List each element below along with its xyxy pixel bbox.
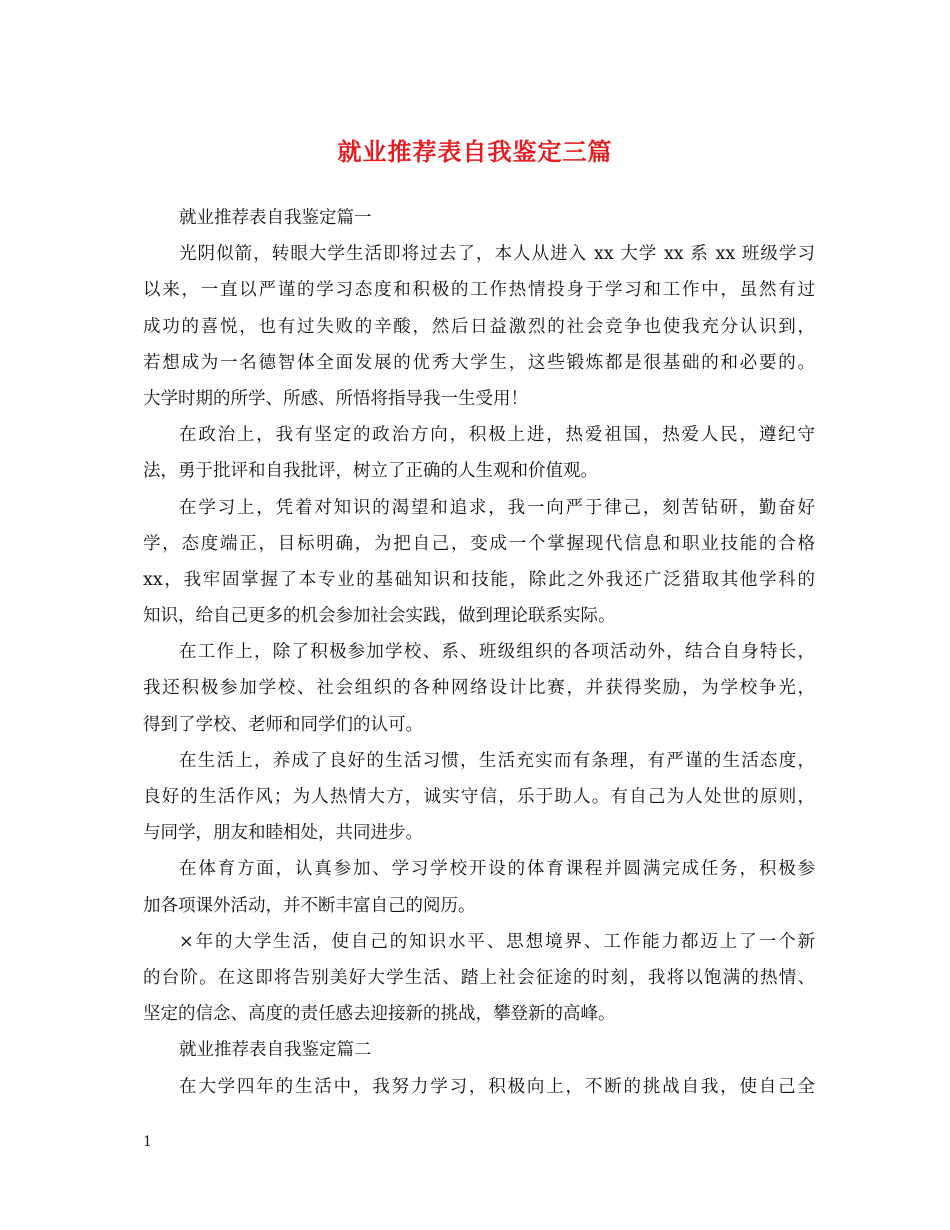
paragraph-line: 成功的喜悦，也有过失败的辛酸，然后日益激烈的社会竞争也使我充分认识到， (143, 316, 815, 337)
document-title: 就业推荐表自我鉴定三篇 (337, 137, 613, 166)
paragraph-line: 坚定的信念、高度的责任感去迎接新的挑战，攀登新的高峰。 (143, 1004, 616, 1025)
paragraph-line: 良好的生活作风；为人热情大方，诚实守信，乐于助人。有自己为人处世的原则， (143, 787, 815, 807)
paragraph-line: 在生活上，养成了良好的生活习惯，生活充实而有条理，有严谨的生活态度， (179, 750, 815, 771)
paragraph-line: 法，勇于批评和自我批评，树立了正确的人生观和价值观。 (143, 461, 598, 482)
paragraph-line: 大学时期的所学、所感、所悟将指导我一生受用！ (143, 388, 528, 409)
paragraph-line: 在体育方面，认真参加、学习学校开设的体育课程并圆满完成任务，积极参 (179, 859, 815, 880)
paragraph-line: 学，态度端正，目标明确，为把自己，变成一个掌握现代信息和职业技能的合格 (143, 533, 815, 554)
paragraph-line: 知识，给自己更多的机会参加社会实践，做到理论联系实际。 (143, 606, 616, 627)
document-body (143, 200, 815, 1105)
paragraph-line: 的台阶。在这即将告别美好大学生活、踏上社会征途的时刻，我将以饱满的热情、 (143, 967, 815, 988)
paragraph-line: 加各项课外活动，并不断丰富自己的阅历。 (143, 895, 476, 916)
paragraph-line: 我还积极参加学校、社会组织的各种网络设计比赛，并获得奖励，为学校争光， (143, 678, 815, 699)
section-heading-1: 就业推荐表自我鉴定篇一 (179, 208, 372, 228)
paragraph-line: 与同学，朋友和睦相处，共同进步。 (143, 823, 423, 844)
section-heading-2: 就业推荐表自我鉴定篇二 (179, 1040, 372, 1061)
paragraph-line: 得到了学校、老师和同学们的认可。 (143, 714, 423, 735)
paragraph-line: 在学习上，凭着对知识的渴望和追求，我一向严于律己，刻苦钻研，勤奋好 (179, 497, 815, 518)
paragraph-line: 在大学四年的生活中，我努力学习，积极向上，不断的挑战自我，使自己全 (179, 1076, 815, 1097)
paragraph-line: 光阴似箭，转眼大学生活即将过去了，本人从进入 xx 大学 xx 系 xx 班级学习 (179, 244, 815, 265)
page-number: 1 (143, 1134, 152, 1150)
paragraph-line: 以来，一直以严谨的学习态度和积极的工作热情投身于学习和工作中，虽然有过 (143, 280, 815, 301)
paragraph-line: 在政治上，我有坚定的政治方向，积极上进，热爱祖国，热爱人民，遵纪守 (179, 425, 815, 446)
paragraph-line: xx，我牢固掌握了本专业的基础知识和技能，除此之外我还广泛猎取其他学科的 (143, 569, 815, 590)
paragraph-line: 在工作上，除了积极参加学校、系、班级组织的各项活动外，结合自身特长， (179, 642, 815, 663)
paragraph-line: 若想成为一名德智体全面发展的优秀大学生，这些锻炼都是很基础的和必要的。 (143, 352, 815, 373)
paragraph-line: ×年的大学生活，使自己的知识水平、思想境界、工作能力都迈上了一个新 (179, 931, 815, 952)
